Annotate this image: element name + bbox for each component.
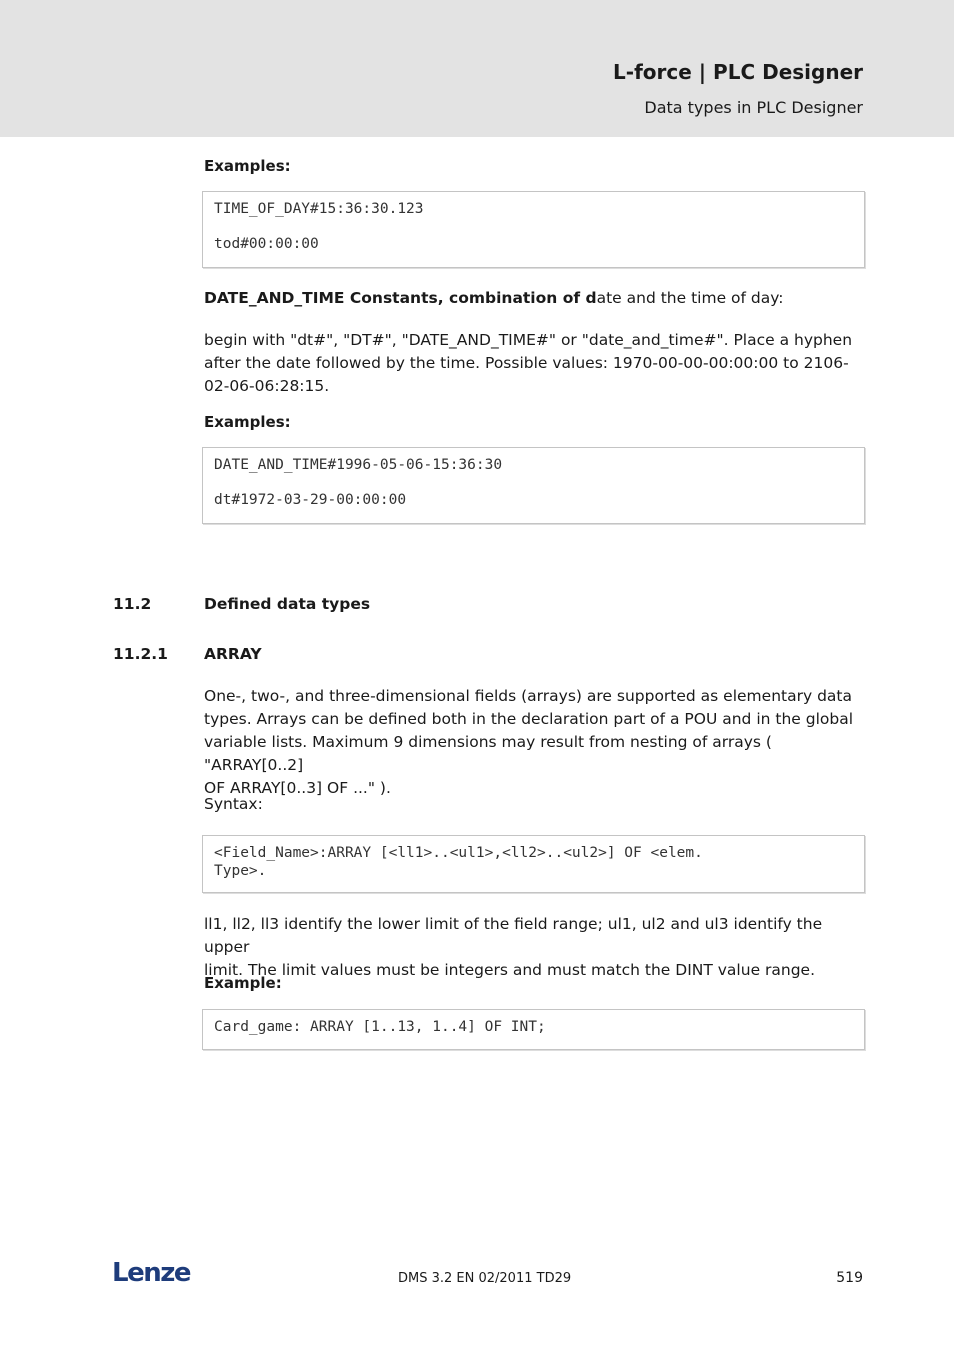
- paragraph-line: after the date followed by the time. Possible values: 1970-00-00-00:00:00 to 2106-: [204, 354, 849, 372]
- subsection-number: 11.2.1: [113, 645, 168, 663]
- dt-paragraph: [204, 329, 864, 398]
- footer-doc-id: DMS 3.2 EN 02/2011 TD29: [398, 1271, 572, 1286]
- tod-examples-label: Examples:: [204, 157, 291, 175]
- limits-paragraph: [204, 913, 864, 982]
- code-line: <Field_Name>:ARRAY [<ll1>..<ul1>,<ll2>..<ul2>] OF <elem.: [214, 845, 703, 861]
- syntax-code-block: [202, 835, 865, 893]
- page-number: 519: [836, 1270, 863, 1286]
- dt-intro-bold: DATE_AND_TIME Constants, combination of d: [204, 289, 597, 307]
- paragraph-line: limit. The limit values must be integers and must match the DINT value range.: [204, 961, 816, 979]
- dt-examples-label: Examples:: [204, 413, 291, 431]
- code-line: dt#1972-03-29-00:00:00: [214, 492, 407, 508]
- paragraph-line: ll1, ll2, ll3 identify the lower limit of the field range; ul1, ul2 and ul3 identify the upper: [204, 915, 823, 956]
- header-title: L-force | PLC Designer: [613, 60, 863, 84]
- example-code-block: [202, 1009, 865, 1050]
- page-header: [0, 0, 954, 137]
- section-number: 11.2: [113, 595, 152, 613]
- dt-intro-rest: ate and the time of day:: [596, 289, 784, 307]
- paragraph-line: begin with "dt#", "DT#", "DATE_AND_TIME#" or "date_and_time#". Place a hyphen: [204, 331, 853, 349]
- code-line: TIME_OF_DAY#15:36:30.123: [214, 201, 424, 217]
- tod-code-block: [202, 191, 865, 268]
- section-title: Defined data types: [204, 595, 371, 613]
- lenze-logo: Lenze: [112, 1258, 190, 1288]
- code-line: tod#00:00:00: [214, 236, 319, 252]
- paragraph-line: 02-06-06:28:15.: [204, 377, 330, 395]
- code-line: Type>.: [214, 863, 267, 879]
- paragraph-line: OF ARRAY[0..3] OF ..." ).: [204, 779, 391, 797]
- code-line: Card_game: ARRAY [1..13, 1..4] OF INT;: [214, 1019, 546, 1035]
- paragraph-line: One-, two-, and three-dimensional fields (arrays) are supported as elementary data: [204, 687, 852, 705]
- paragraph-line: variable lists. Maximum 9 dimensions may result from nesting of arrays ( "ARRAY[0..2]: [204, 733, 772, 774]
- syntax-label: Syntax:: [204, 795, 263, 813]
- code-line: DATE_AND_TIME#1996-05-06-15:36:30: [214, 457, 503, 473]
- array-paragraph: [204, 685, 864, 800]
- dt-code-block: [202, 447, 865, 524]
- example-label: Example:: [204, 974, 282, 992]
- header-subtitle: Data types in PLC Designer: [644, 98, 863, 117]
- dt-intro: [204, 289, 784, 307]
- paragraph-line: types. Arrays can be defined both in the declaration part of a POU and in the global: [204, 710, 854, 728]
- subsection-title: ARRAY: [204, 645, 262, 663]
